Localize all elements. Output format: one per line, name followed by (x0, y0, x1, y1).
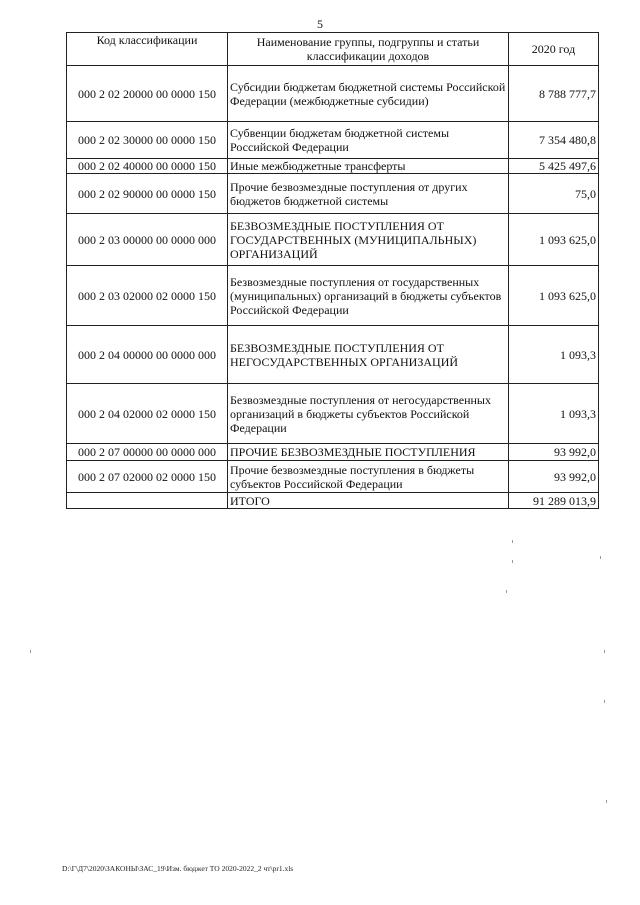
file-path-footer: D:\Г\Д7\2020\ЗАКОНЫ\ЗАС_19\Изм. бюджет ТО 2020-2022_2 чт\pr1.xls (62, 864, 294, 873)
cell-amount: 8 788 777,7 (509, 66, 599, 122)
page-number: 5 (317, 17, 323, 31)
table-row (67, 384, 599, 444)
table-row (67, 174, 599, 214)
cell-name: Прочие безвозмездные поступления в бюджеты субъектов Российской Федерации (228, 461, 509, 493)
cell-name: ПРОЧИЕ БЕЗВОЗМЕЗДНЫЕ ПОСТУПЛЕНИЯ (228, 444, 509, 461)
cell-code: 000 2 07 02000 02 0000 150 (67, 461, 228, 493)
revenue-table (66, 32, 599, 509)
cell-name: Безвозмездные поступления от негосударственных организаций в бюджеты субъектов Российской Федерации (228, 384, 509, 444)
scan-artifact (606, 800, 607, 803)
cell-amount: 1 093 625,0 (509, 214, 599, 266)
cell-code: 000 2 02 90000 00 0000 150 (67, 174, 228, 214)
table-row (67, 66, 599, 122)
cell-code: 000 2 07 00000 00 0000 000 (67, 444, 228, 461)
table-row (67, 493, 599, 509)
cell-code: 000 2 03 00000 00 0000 000 (67, 214, 228, 266)
cell-amount: 7 354 480,8 (509, 122, 599, 159)
cell-name: БЕЗВОЗМЕЗДНЫЕ ПОСТУПЛЕНИЯ ОТ ГОСУДАРСТВЕННЫХ (МУНИЦИПАЛЬНЫХ) ОРГАНИЗАЦИЙ (228, 214, 509, 266)
cell-name: БЕЗВОЗМЕЗДНЫЕ ПОСТУПЛЕНИЯ ОТ НЕГОСУДАРСТВЕННЫХ ОРГАНИЗАЦИЙ (228, 326, 509, 384)
cell-amount: 1 093,3 (509, 384, 599, 444)
table-row (67, 122, 599, 159)
table-row (67, 326, 599, 384)
cell-code: 000 2 02 20000 00 0000 150 (67, 66, 228, 122)
table-row (67, 444, 599, 461)
cell-code: 000 2 03 02000 02 0000 150 (67, 266, 228, 326)
scan-artifact (506, 590, 507, 593)
cell-amount: 91 289 013,9 (509, 493, 599, 509)
header-code: Код классификации (67, 33, 228, 66)
cell-name: Субвенции бюджетам бюджетной системы Российской Федерации (228, 122, 509, 159)
table-row (67, 159, 599, 174)
header-name: Наименование группы, подгруппы и статьи классификации доходов (228, 33, 509, 66)
cell-amount: 93 992,0 (509, 444, 599, 461)
scan-artifact (604, 650, 605, 653)
cell-amount: 1 093 625,0 (509, 266, 599, 326)
cell-name: Иные межбюджетные трансферты (228, 159, 509, 174)
cell-amount: 93 992,0 (509, 461, 599, 493)
table-row (67, 266, 599, 326)
cell-code: 000 2 02 40000 00 0000 150 (67, 159, 228, 174)
cell-name: Субсидии бюджетам бюджетной системы Российской Федерации (межбюджетные субсидии) (228, 66, 509, 122)
cell-code: 000 2 04 00000 00 0000 000 (67, 326, 228, 384)
cell-code: 000 2 02 30000 00 0000 150 (67, 122, 228, 159)
cell-name: ИТОГО (228, 493, 509, 509)
cell-name: Прочие безвозмездные поступления от других бюджетов бюджетной системы (228, 174, 509, 214)
cell-name: Безвозмездные поступления от государственных (муниципальных) организаций в бюджеты субъектов Российской Федерации (228, 266, 509, 326)
scan-artifact (604, 700, 605, 703)
scan-artifact (512, 540, 513, 543)
table-row (67, 214, 599, 266)
table-row (67, 461, 599, 493)
scan-artifact (30, 650, 31, 653)
scan-artifact (512, 560, 513, 563)
cell-amount: 5 425 497,6 (509, 159, 599, 174)
scan-artifact (600, 556, 601, 559)
cell-code: 000 2 04 02000 02 0000 150 (67, 384, 228, 444)
header-amount: 2020 год (509, 33, 599, 66)
table-header-row (67, 33, 599, 66)
cell-amount: 1 093,3 (509, 326, 599, 384)
cell-code (67, 493, 228, 509)
cell-amount: 75,0 (509, 174, 599, 214)
table-body (67, 66, 599, 509)
